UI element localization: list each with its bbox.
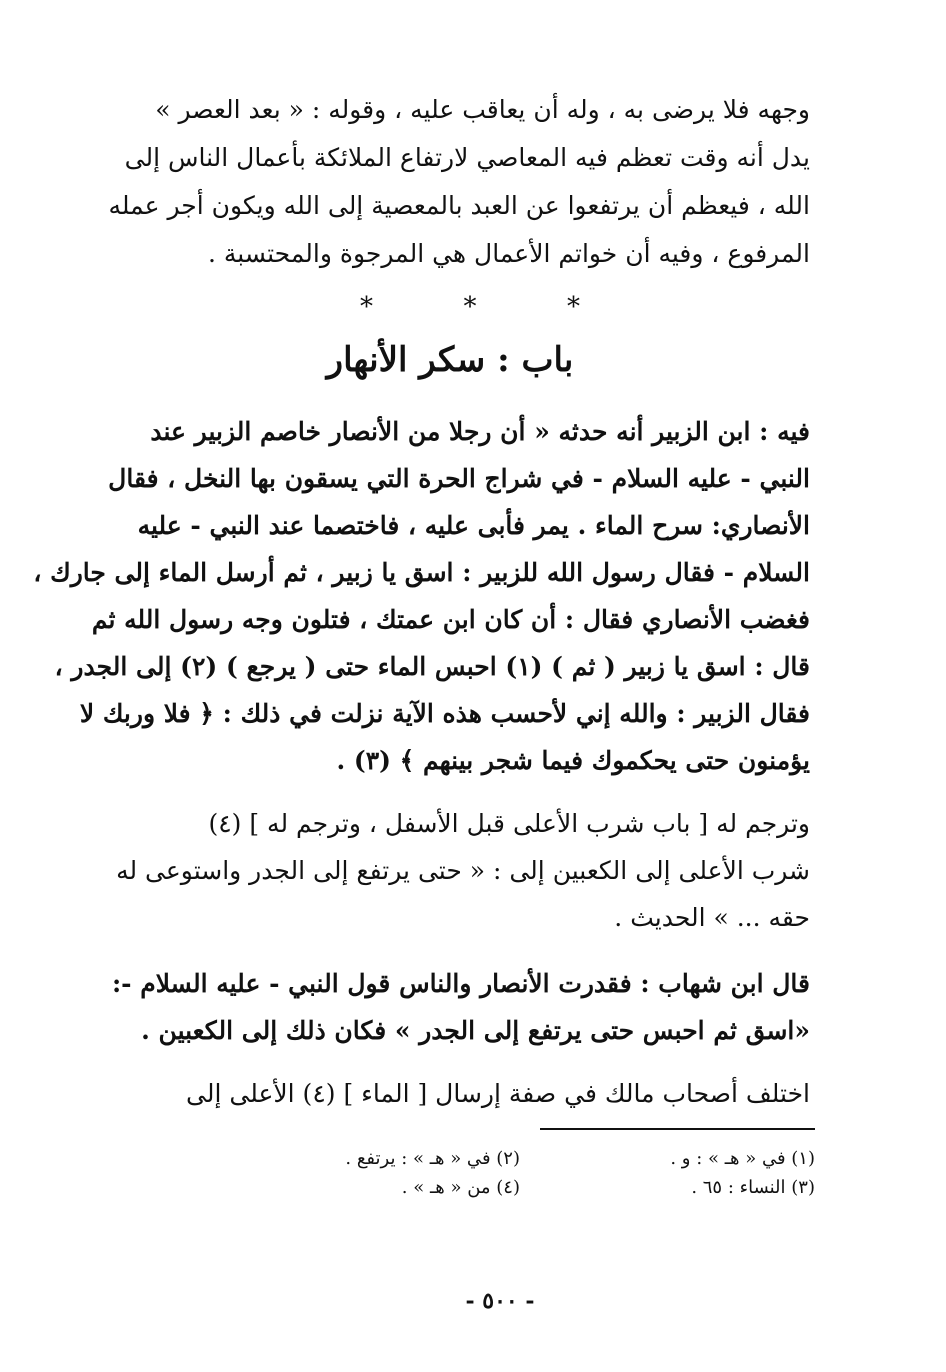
text-line: فيه : ابن الزبير أنه حدثه « أن رجلا من الأنصار خاصم الزبير عند (150, 417, 810, 446)
text-line: «اسق ثم احبس حتى يرتفع إلى الجدر » فكان ذلك إلى الكعبين . (141, 1016, 810, 1045)
text-line: يؤمنون حتى يحكموك فيما شجر بينهم ﴾ (٣) . (336, 746, 810, 775)
page-number: - ٥٠٠ - (465, 1288, 535, 1314)
paragraph-3 (116, 800, 810, 941)
separator-star: * (463, 292, 477, 322)
text-line: وجهه فلا يرضى به ، وله أن يعاقب عليه ، وقوله : « بعد العصر » (155, 95, 810, 124)
footnote: (١) في « هـ » : و . (670, 1148, 815, 1169)
footnote: (٤) من « هـ » . (401, 1177, 520, 1198)
footnotes (225, 1148, 815, 1198)
footnote-divider (540, 1128, 815, 1130)
paragraph-1 (108, 86, 810, 278)
text-line: فغضب الأنصاري فقال : أن كان ابن عمتك ، فتلون وجه رسول الله ثم (91, 605, 810, 634)
text-line: قال ابن شهاب : فقدرت الأنصار والناس قول النبي - عليه السلام -: (111, 969, 810, 998)
text-line: المرفوع ، وفيه أن خواتم الأعمال هي المرجوة والمحتسبة . (208, 239, 810, 268)
separator-star: * (567, 292, 580, 322)
text-line: قال : اسق يا زبير ( ثم ) (١) احبس الماء حتى ( يرجع ) (٢) إلى الجدر ، (54, 652, 810, 681)
text-line: شرب الأعلى إلى الكعبين إلى : « حتى يرتفع إلى الجدر واستوعى له (116, 856, 810, 885)
text-line: الأنصاري: سرح الماء . يمر فأبى عليه ، فاختصما عند النبي - عليه (137, 511, 810, 540)
text-line: الله ، فيعظم أن يرتفعوا عن العبد بالمعصية إلى الله ويكون أجر عمله (108, 191, 810, 220)
paragraph-2 (33, 408, 810, 784)
section-separator (360, 292, 580, 322)
paragraph-4 (111, 960, 810, 1054)
separator-star: * (360, 292, 373, 322)
chapter-title: باب : سكر الأنهار (326, 340, 574, 380)
footnote: (٣) النساء : ٦٥ . (691, 1177, 815, 1198)
text-line: يدل أنه وقت تعظم فيه المعاصي لارتفاع الملائكة بأعمال الناس إلى (124, 143, 810, 172)
text-line: حقه ... » الحديث . (614, 903, 810, 932)
text-line: فقال الزبير : والله إني لأحسب هذه الآية نزلت في ذلك : ﴿ فلا وربك لا (79, 699, 810, 728)
footnote: (٢) في « هـ » : يرتفع . (345, 1148, 520, 1169)
paragraph-5 (130, 1070, 810, 1117)
text-line: وترجم له [ باب شرب الأعلى قبل الأسفل ، وترجم له ] (٤) (208, 809, 810, 838)
text-line: اختلف أصحاب مالك في صفة إرسال [ الماء ] (٤) الأعلى إلى (186, 1079, 810, 1108)
text-line: النبي - عليه السلام - في شراج الحرة التي يسقون بها النخل ، فقال (108, 464, 810, 493)
text-line: السلام - فقال رسول الله للزبير : اسق يا زبير ، ثم أرسل الماء إلى جارك ، (33, 558, 810, 587)
